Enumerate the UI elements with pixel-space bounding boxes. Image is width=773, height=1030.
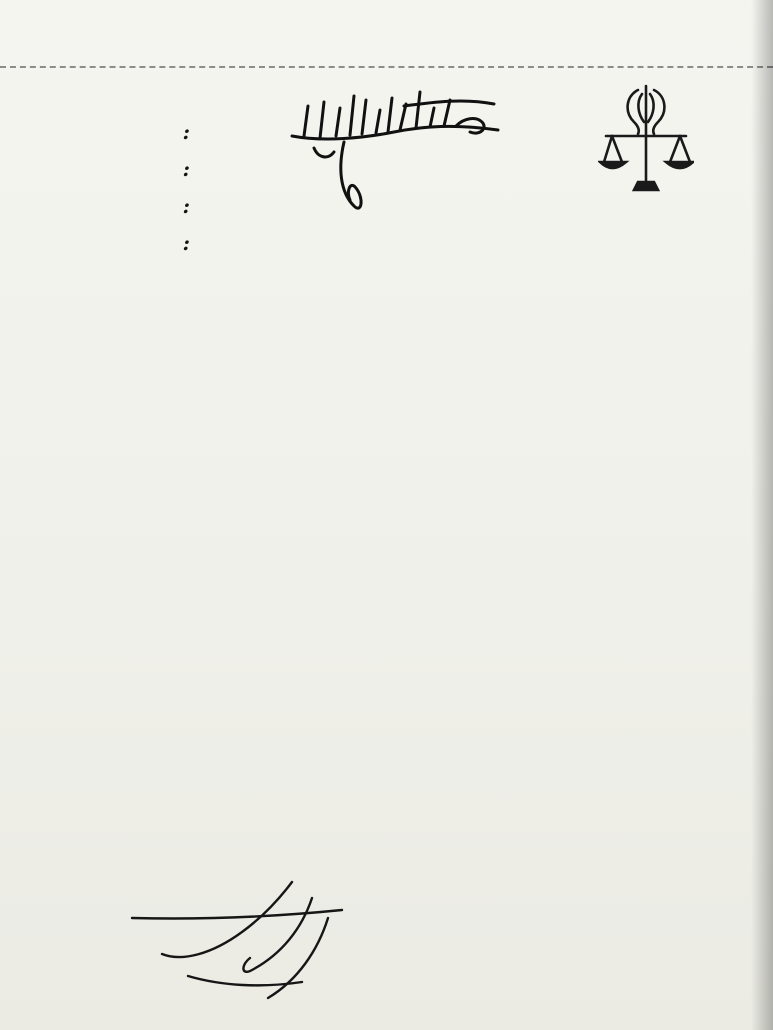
- meta-date-label: [70, 151, 190, 188]
- letter-meta: [70, 114, 190, 262]
- top-dashed-edge: [0, 66, 773, 68]
- emblem-icon: [598, 82, 694, 194]
- meta-attachment-label: [70, 188, 190, 225]
- meta-classification-label: [70, 225, 190, 262]
- letter-body: [62, 314, 712, 320]
- signature-scribble: [92, 858, 362, 1008]
- page-shadow: [751, 0, 773, 1030]
- bismillah-calligraphy: [284, 88, 506, 224]
- meta-number-label: [70, 114, 190, 151]
